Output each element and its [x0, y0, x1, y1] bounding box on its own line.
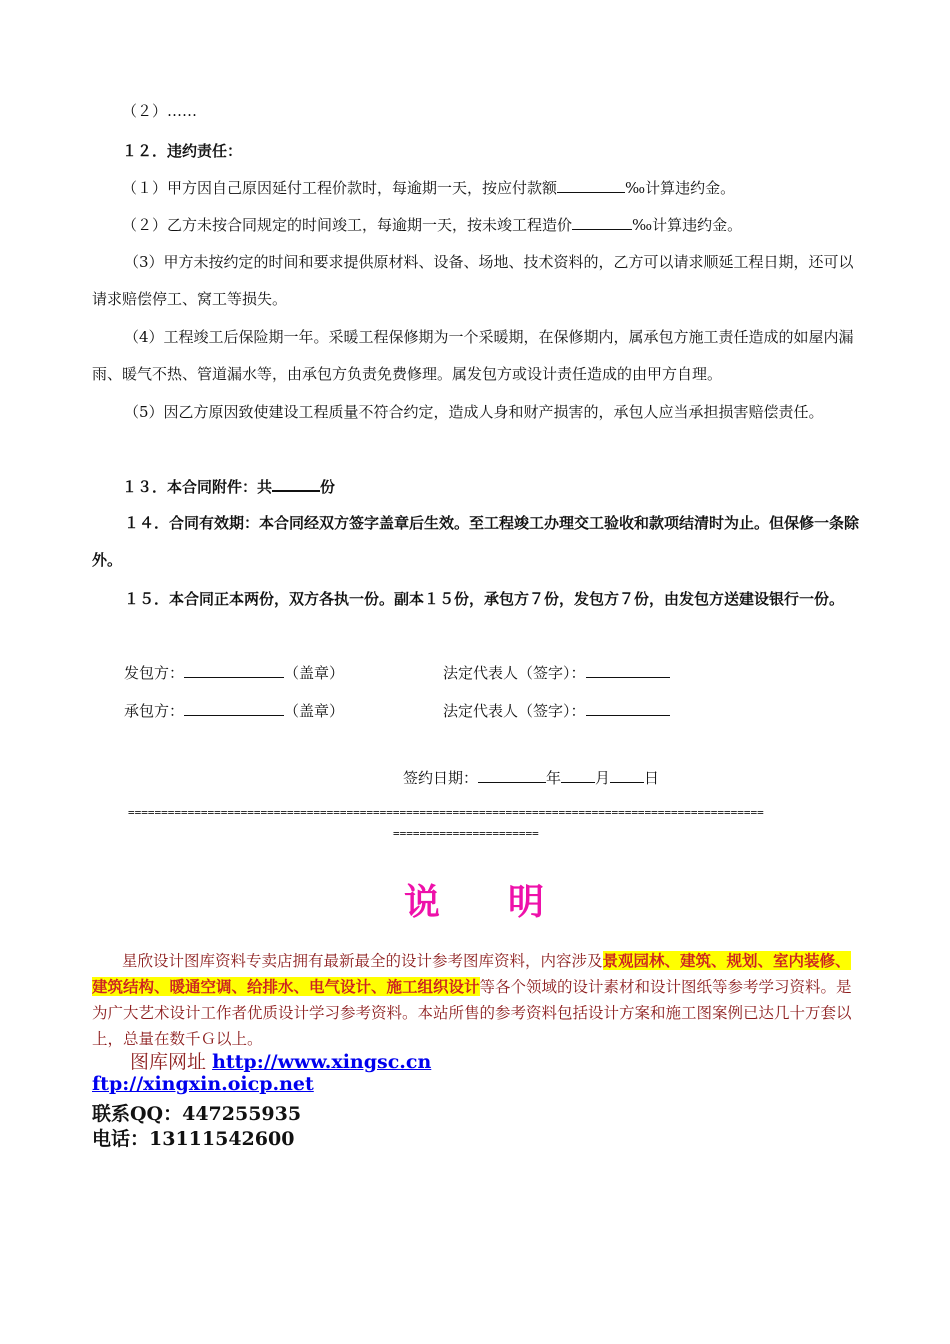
signing-date-line — [403, 767, 659, 788]
clause-12-1 — [122, 177, 735, 198]
heading-13-blank — [272, 476, 320, 492]
item-2-continuation: （２）…… — [122, 102, 198, 120]
phone-number: 13111542600 — [149, 1128, 295, 1150]
qq-label: 联系QQ： — [92, 1103, 183, 1125]
clause-12-2-text-a: （２）乙方未按合同规定的时间竣工，每逾期一天，按未竣工程造价 — [122, 216, 573, 234]
heading-12-liability: １２．违约责任： — [122, 142, 243, 160]
year-label: 年 — [546, 769, 562, 787]
clause-12-4: （4）工程竣工后保险期一年。采暖工程保修期为一个采暖期，在保修期内，属承包方施工责任造成的如屋内漏雨、暖气不热、管道漏水等，由承包方负责免费修理。属发包方或设计责任造成的由甲方自理。 — [92, 328, 854, 383]
employer-rep-line — [443, 662, 670, 683]
contractor-blank — [184, 701, 284, 716]
employer-seal: （盖章） — [284, 664, 345, 682]
site-label: 图库网址 — [130, 1051, 207, 1073]
employer-blank — [184, 663, 284, 678]
contractor-rep-line — [443, 700, 670, 721]
contractor-seal: （盖章） — [284, 702, 345, 720]
clause-12-5: （5）因乙方原因致使建设工程质量不符合约定，造成人身和财产损害的，承包人应当承担损害赔偿责任。 — [124, 403, 824, 421]
clause-12-1-text-b: ‰计算违约金。 — [625, 179, 736, 197]
site-url-link[interactable]: http://www.xingsc.cn — [212, 1051, 432, 1073]
employer-rep-label: 法定代表人（签字）： — [443, 664, 586, 682]
qq-number: 447255935 — [182, 1103, 302, 1125]
clause-12-3: （3）甲方未按约定的时间和要求提供原材料、设备、场地、技术资料的，乙方可以请求顺延工程日期，还可以请求赔偿停工、窝工等损失。 — [92, 253, 854, 308]
heading-13-text-b: 份 — [320, 478, 336, 496]
note-paragraph — [92, 948, 860, 1052]
heading-14-validity: １４．合同有效期：本合同经双方签字盖章后生效。至工程竣工办理交工验收和款项结清时为止。但保修一条除外。 — [92, 514, 860, 569]
note-title-char-2: 明 — [508, 882, 547, 923]
clause-12-2-text-b: ‰计算违约金。 — [632, 216, 743, 234]
note-text-b: 等各个领域的设计素材和设计图纸等参考学习资料。是为广大艺术设计工作者优质设计学习参考资料。本站所售的参考资料包括设计方案和施工图案例已达几十万套以上，总量在数千Ｇ以上。 — [92, 978, 852, 1048]
note-highlight: 景观园林、建筑、规划、室内装修、建筑结构、暖通空调、给排水、电气设计、施工组织设计 — [92, 951, 851, 996]
heading-13-text-a: １３．本合同附件：共 — [122, 478, 273, 496]
phone-label: 电话： — [92, 1128, 150, 1150]
ftp-line — [92, 1073, 314, 1095]
clause-12-1-text-a: （１）甲方因自己原因延付工程价款时，每逾期一天，按应付款额 — [122, 179, 558, 197]
site-line — [130, 1047, 431, 1074]
note-text-a: 星欣设计图库资料专卖店拥有最新最全的设计参考图库资料，内容涉及 — [122, 952, 603, 970]
year-blank — [478, 768, 546, 783]
employer-signature-line — [124, 662, 344, 683]
day-blank — [610, 768, 644, 783]
date-label: 签约日期： — [403, 769, 479, 787]
heading-15-copies: １５．本合同正本两份，双方各执一份。副本１５份，承包方７份，发包方７份，由发包方送建设银行一份。 — [124, 590, 845, 608]
heading-13-attachments — [122, 476, 335, 497]
note-title — [0, 874, 950, 925]
divider-line-2: ====================== — [393, 827, 539, 840]
clause-12-2 — [122, 214, 742, 235]
divider-line-1: ================================================================================================ — [128, 806, 764, 819]
contractor-signature-line — [124, 700, 344, 721]
phone-line — [92, 1124, 294, 1151]
qq-line — [92, 1099, 301, 1126]
clause-12-1-blank — [557, 178, 625, 193]
note-title-char-1: 说 — [403, 882, 442, 923]
employer-label: 发包方： — [124, 664, 185, 682]
month-blank — [561, 768, 595, 783]
employer-rep-blank — [586, 663, 670, 678]
clause-12-2-blank — [572, 215, 632, 230]
ftp-url-link[interactable]: ftp://xingxin.oicp.net — [92, 1073, 314, 1095]
day-label: 日 — [644, 769, 660, 787]
contractor-rep-blank — [586, 701, 670, 716]
month-label: 月 — [595, 769, 611, 787]
contractor-rep-label: 法定代表人（签字）： — [443, 702, 586, 720]
contractor-label: 承包方： — [124, 702, 185, 720]
